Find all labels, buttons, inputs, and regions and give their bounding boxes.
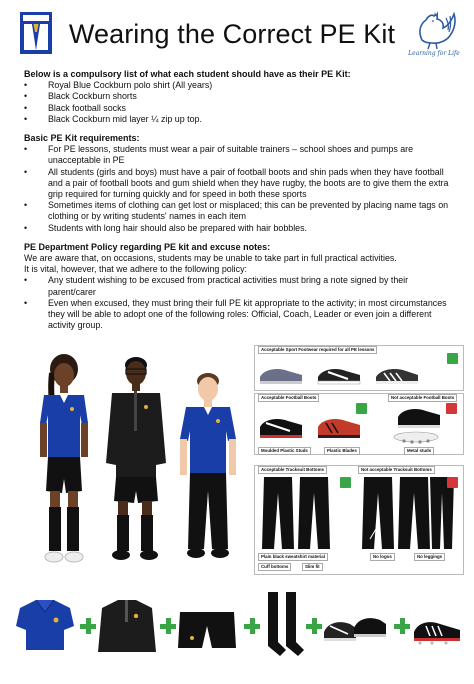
plus-icon (306, 618, 322, 634)
policy-heading: PE Department Policy regarding PE kit and excuse notes: (24, 241, 271, 252)
trainers-item (322, 606, 388, 646)
list-item: • Sometimes items of clothing can get lost or misplaced; this can be prevented by placing name tags on clothing or by writing students' names in each item (24, 200, 454, 222)
cuff-bottoms-caption: Cuff bottoms (258, 563, 291, 571)
student-girl (40, 354, 88, 562)
list-item: • All students (girls and boys) must have a pair of football boots and shin pads when they have football and a pair of football boots and gum shield when they have rugby, the boots are to give them the extra grip required for turning quickly and for speed in both these sports (24, 167, 454, 201)
no-logos-caption: No logos (370, 553, 395, 561)
plus-icon (160, 618, 176, 634)
student-boy-midlayer (106, 357, 166, 560)
plastic-blades-caption: Plastic Blades (324, 447, 360, 455)
student-boy-polo (180, 373, 236, 558)
policy-list (24, 275, 454, 331)
compulsory-list (24, 80, 454, 125)
students-in-kit-photo (22, 351, 250, 591)
policy-intro: We are aware that, on occasions, students may be unable to take part in full practical activities. (24, 253, 397, 264)
policy-lead: It is vital, however, that we adhere to the following policy: (24, 264, 247, 275)
trainers-illustration (258, 357, 448, 387)
compulsory-heading: Below is a compulsory list of what each student should have as their PE Kit: (24, 69, 351, 79)
crest-icon (20, 12, 52, 54)
cockerel-logo-icon (408, 10, 460, 50)
cross-icon (447, 477, 458, 488)
boots-ok-caption: Acceptable Football Boots (258, 394, 319, 402)
list-item: • Royal Blue Cockburn polo shirt (All years) (24, 80, 454, 91)
tracksuit-bad-caption: Not acceptable Tracksuit Bottoms (358, 466, 435, 474)
list-item: • Students with long hair should also be prepared with hair bobbles. (24, 223, 454, 234)
shorts-item (176, 610, 238, 650)
plus-icon (394, 618, 410, 634)
metal-studs-caption: Metal studs (404, 447, 434, 455)
check-icon (356, 403, 367, 414)
socks-item (262, 592, 308, 658)
polo-shirt-item (14, 596, 76, 652)
check-icon (447, 353, 458, 364)
list-item: • Black Cockburn mid layer ¼ zip up top. (24, 114, 454, 125)
basic-requirements-heading: Basic PE Kit requirements: (24, 133, 140, 144)
tracksuit-ok-caption: Acceptable Tracksuit Bottoms (258, 466, 327, 474)
list-item: • Any student wishing to be excused from practical activities must bring a note signed by their parent/carer (24, 275, 454, 297)
kit-guide-panel (254, 345, 464, 577)
list-item: • For PE lessons, students must wear a pair of suitable trainers – school shoes and pumps are unacceptable in PE (24, 144, 454, 166)
basic-requirements-list (24, 144, 454, 234)
header (0, 0, 474, 66)
kit-information (24, 69, 454, 331)
boots-bad-caption: Not acceptable Football Boots (388, 394, 457, 402)
list-item: • Black football socks (24, 103, 454, 114)
plus-icon (244, 618, 260, 634)
kit-items-row (0, 592, 474, 670)
football-boots-item (412, 608, 468, 648)
slim-fit-caption: Slim fit (302, 563, 323, 571)
page-title: Wearing the Correct PE Kit (68, 19, 396, 49)
check-icon (340, 477, 351, 488)
no-leggings-caption: No leggings (414, 553, 445, 561)
school-logo (408, 10, 460, 60)
midlayer-top-item (96, 594, 158, 654)
footwear-caption: Acceptable Sport Footwear required for all PE lessons (258, 346, 377, 354)
plus-icon (80, 618, 96, 634)
list-item: • Black Cockburn shorts (24, 91, 454, 102)
school-motto: Learning for Life (408, 50, 460, 57)
moulded-studs-caption: Moulded Plastic Studs (258, 447, 311, 455)
plain-black-caption: Plain black sweatshirt material (258, 553, 328, 561)
students-illustration (22, 351, 250, 591)
cross-icon (446, 403, 457, 414)
list-item: • Even when excused, they must bring their full PE kit appropriate to the activity; in most circumstances they will be able to adopt one of the following roles: Official, Coach, Leader or even join a different activity group. (24, 298, 454, 332)
tracksuit-illustration (258, 477, 458, 551)
